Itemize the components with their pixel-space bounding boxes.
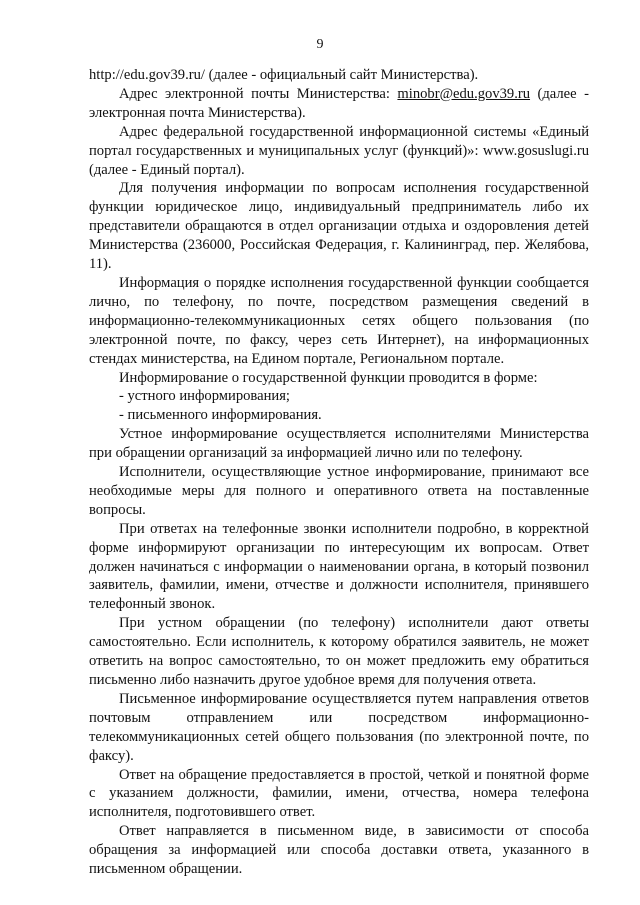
email-link[interactable]: minobr@edu.gov39.ru — [397, 85, 531, 102]
document-body — [89, 66, 589, 879]
paragraph-answer-delivery: Ответ направляется в письменном виде, в зависимости от способа обращения за информацией или способа доставки ответа, указанного в письменном обращении. — [89, 823, 589, 878]
page-number: 9 — [316, 37, 324, 52]
paragraph-website: http://edu.gov39.ru/ (далее - официальный сайт Министерства). — [89, 67, 479, 83]
email-outro-text: (далее - электронная почта Министерства). — [89, 85, 589, 121]
paragraph-executors-measures: Исполнители, осуществляющие устное информирование, принимают все необходимые меры для полного и оперативного ответа на поставленные вопросы. — [89, 464, 589, 518]
list-item-oral: - устного информирования; — [119, 388, 290, 405]
paragraph-phone-calls: При ответах на телефонные звонки исполнители подробно, в корректной форме информируют организации по интересующим их вопросам. Ответ должен начинаться с информации о наименовании органа, в который позвонил заявитель, фамилии, имени, отчестве и должности исполнителя, принявшего телефонный звонок. — [89, 520, 589, 613]
paragraph-email — [89, 85, 589, 123]
paragraph-information-channels: Информация о порядке исполнения государственной функции сообщается лично, по телефону, по почте, посредством размещения сведений в информационно-телекоммуникационных сетях общего пользования (по электронной почте, по факсу, через сеть Интернет), на информационных стендах министерства, на Едином портале, Региональном портале. — [89, 274, 589, 367]
paragraph-portal: Адрес федеральной государственной информационной системы «Единый портал государственных и муниципальных услуг (функций)»: www.gosuslugi.ru (далее - Единый портал). — [89, 123, 589, 178]
email-intro-text: Адрес электронной почты Министерства: — [119, 85, 398, 102]
paragraph-written-informing: Письменное информирование осуществляется путем направления ответов почтовым отправлением или посредством информационно-телекоммуникационных сетей общего пользования (по электронной почте, по факсу). — [89, 690, 589, 764]
paragraph-oral-appeal: При устном обращении (по телефону) исполнители дают ответы самостоятельно. Если исполнитель, к которому обратился заявитель, не может ответить на вопрос самостоятельно, то он может предложить ему обратиться письменно либо назначить другое удобное время для получения ответа. — [89, 615, 589, 688]
paragraph-contact-department: Для получения информации по вопросам исполнения государственной функции юридическое лицо, индивидуальный предприниматель либо их представители обращаются в отдел организации отдыха и оздоровления детей Министерства (236000, Российская Федерация, г. Калининград, пер. Желябова, 11). — [89, 180, 589, 273]
list-item-written: - письменного информирования. — [119, 407, 322, 424]
paragraph-answer-form: Ответ на обращение предоставляется в простой, четкой и понятной форме с указанием должности, фамилии, имени, отчества, номера телефона исполнителя, подготовившего ответ. — [89, 766, 589, 821]
paragraph-oral-informing: Устное информирование осуществляется исполнителями Министерства при обращении организаций за информацией лично или по телефону. — [89, 426, 589, 462]
paragraph-information-forms: Информирование о государственной функции проводится в форме: — [119, 369, 538, 386]
